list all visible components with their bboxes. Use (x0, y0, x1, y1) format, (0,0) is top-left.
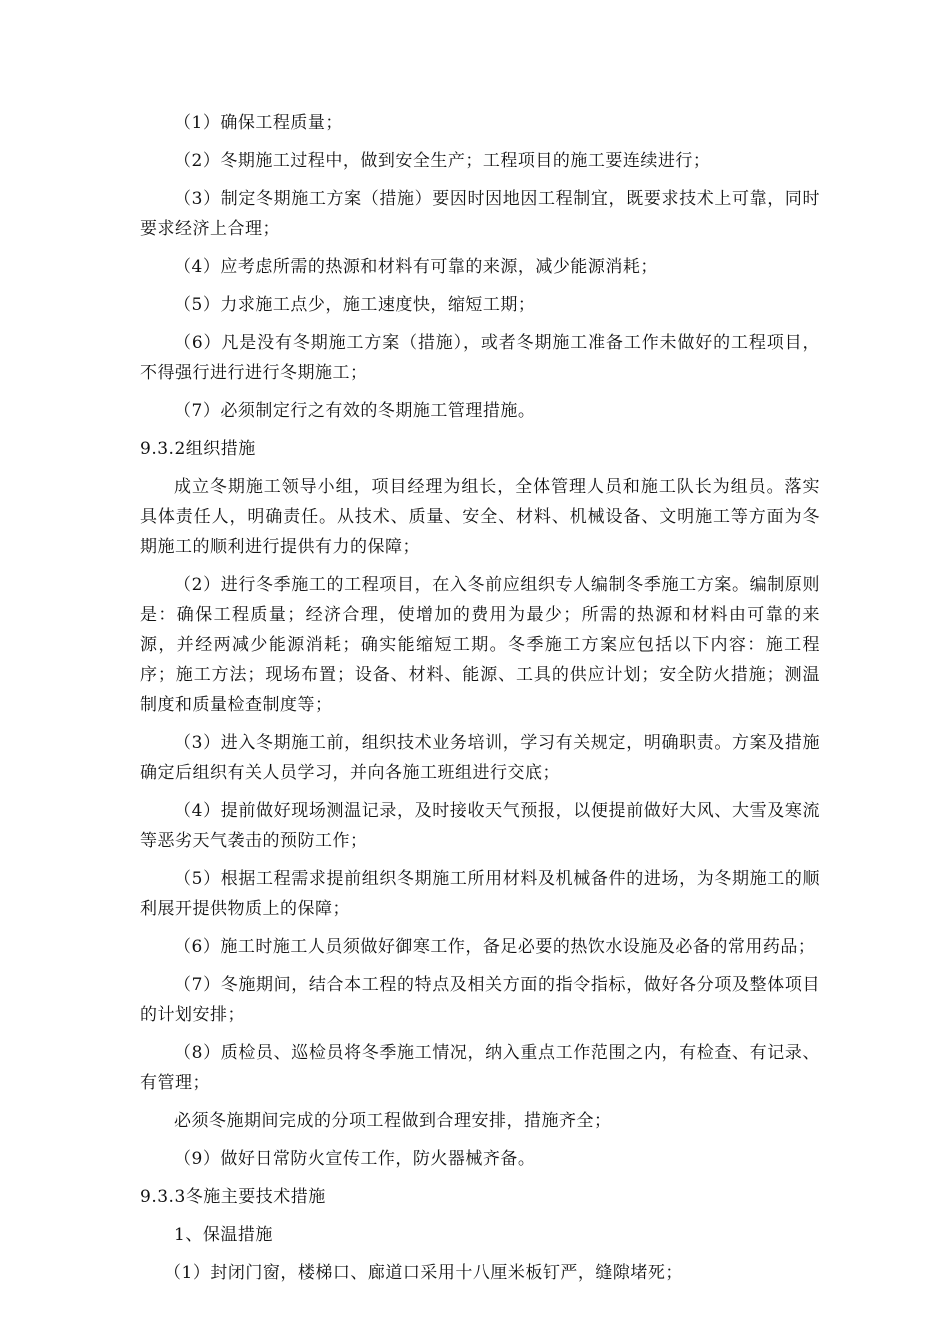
list-item: （7）必须制定行之有效的冬期施工管理措施。 (174, 401, 536, 421)
paragraph: 成立冬期施工领导小组，项目经理为组长，全体管理人员和施工队长为组员。落实具体责任人，明确责任。从技术、质量、安全、材料、机械设备、文明施工等方面为冬期施工的顺利进行提供有力的保障； (140, 477, 820, 557)
section-heading-organization: 9.3.2组织措施 (140, 439, 256, 459)
list-item: （2）进行冬季施工的工程项目，在入冬前应组织专人编制冬季施工方案。编制原则是：确保工程质量；经济合理，使增加的费用为最少；所需的热源和材料由可靠的来源，并经两减少能源消耗；确实能缩短工期。冬季施工方案应包括以下内容：施工程序；施工方法；现场布置；设备、材料、能源、工具的供应计划；安全防火措施；测温制度和质量检查制度等； (140, 575, 820, 715)
list-item: （6）施工时施工人员须做好御寒工作，备足必要的热饮水设施及必备的常用药品； (174, 937, 816, 957)
list-item: （3）制定冬期施工方案（措施）要因时因地因工程制宜，既要求技术上可靠，同时要求经济上合理； (140, 189, 820, 239)
list-item: （2）冬期施工过程中，做到安全生产；工程项目的施工要连续进行； (174, 151, 711, 171)
document-body (140, 108, 820, 1296)
subheading-insulation: 1、保温措施 (174, 1225, 273, 1245)
list-item: （4）应考虑所需的热源和材料有可靠的来源，减少能源消耗； (174, 257, 658, 277)
section-heading-technical: 9.3.3冬施主要技术措施 (140, 1187, 326, 1207)
list-item: （5）根据工程需求提前组织冬期施工所用材料及机械备件的进场，为冬期施工的顺利展开提供物质上的保障； (140, 869, 820, 919)
list-item: （7）冬施期间，结合本工程的特点及相关方面的指令指标，做好各分项及整体项目的计划安排； (140, 975, 820, 1025)
list-item: （8）质检员、巡检员将冬季施工情况，纳入重点工作范围之内，有检查、有记录、有管理； (140, 1043, 820, 1093)
list-item: （3）进入冬期施工前，组织技术业务培训，学习有关规定，明确职责。方案及措施确定后组织有关人员学习，并向各施工班组进行交底； (140, 733, 820, 783)
list-item: （1）封闭门窗，楼梯口、廊道口采用十八厘米板钉严，缝隙堵死； (164, 1263, 683, 1283)
paragraph: 必须冬施期间完成的分项工程做到合理安排，措施齐全； (174, 1111, 612, 1131)
list-item: （1）确保工程质量； (174, 113, 343, 133)
list-item: （5）力求施工点少，施工速度快，缩短工期； (174, 295, 536, 315)
list-item: （4）提前做好现场测温记录，及时接收天气预报，以便提前做好大风、大雪及寒流等恶劣天气袭击的预防工作； (140, 801, 820, 851)
list-item: （6）凡是没有冬期施工方案（措施），或者冬期施工准备工作未做好的工程项目，不得强行进行进行冬期施工； (140, 333, 820, 383)
list-item: （9）做好日常防火宣传工作，防火器械齐备。 (174, 1149, 536, 1169)
